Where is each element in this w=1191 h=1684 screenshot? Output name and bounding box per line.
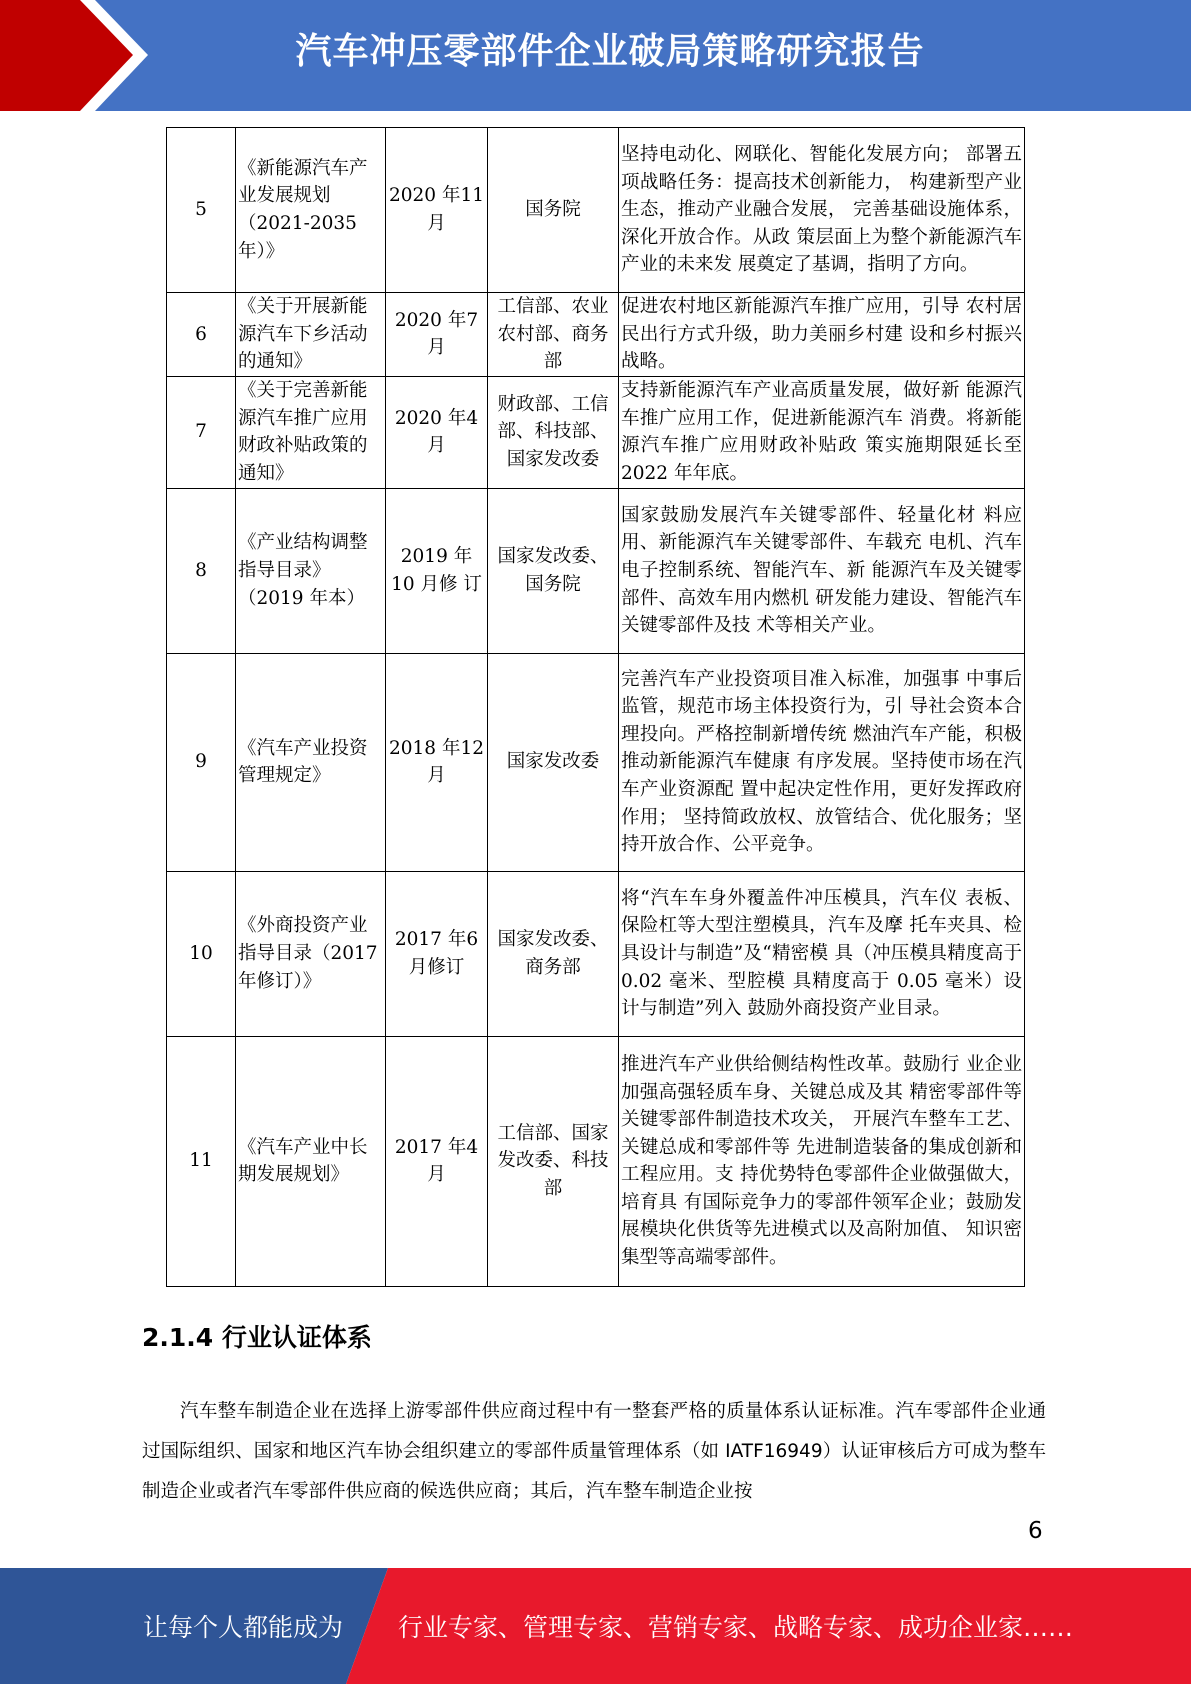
row-number: 11	[167, 1036, 236, 1286]
policy-content: 国家鼓励发展汽车关键零部件、轻量化材 料应用、新能源汽车关键零部件、车载充 电机、汽车电子控制系统、智能汽车、新 能源汽车及关键零部件、高效车用内燃机 研发能力建设、智能汽车关键零部件及技 术等相关产业。	[619, 488, 1025, 653]
table-row	[167, 293, 1025, 377]
table-row	[167, 376, 1025, 488]
issue-date: 2019 年 10 月修 订	[386, 488, 488, 653]
table-row	[167, 1036, 1025, 1286]
policy-document: 《产业结构调整指导目录》（2019 年本）	[236, 488, 386, 653]
page-header	[0, 0, 1191, 111]
policy-content: 完善汽车产业投资项目准入标准，加强事 中事后监管，规范市场主体投资行为，引 导社会资本合理投向。严格控制新增传统 燃油汽车产能，积极推动新能源汽车健康 有序发展。坚持使市场在汽车产业资源配 置中起决定性作用，更好发挥政府作用； 坚持简政放权、放管结合、优化服务；坚 持开放合作、公平竞争。	[619, 653, 1025, 871]
policy-document: 《汽车产业中长期发展规划》	[236, 1036, 386, 1286]
policy-content: 将“汽车车身外覆盖件冲压模具，汽车仪 表板、保险杠等大型注塑模具，汽车及摩 托车夹具、检具设计与制造”及“精密模 具（冲压模具精度高于 0.02 毫米、型腔模 具精度高于 0.05 毫米）设计与制造”列入 鼓励外商投资产业目录。	[619, 871, 1025, 1036]
header-chevron-decoration	[0, 0, 160, 111]
policy-content: 支持新能源汽车产业高质量发展，做好新 能源汽车推广应用工作，促进新能源汽车 消费。将新能源汽车推广应用财政补贴政 策实施期限延长至 2022 年年底。	[619, 376, 1025, 488]
issue-date: 2020 年7 月	[386, 293, 488, 377]
policy-document: 《新能源汽车产业发展规划（2021-2035年）》	[236, 128, 386, 293]
policy-content: 促进农村地区新能源汽车推广应用，引导 农村居民出行方式升级，助力美丽乡村建 设和乡村振兴战略。	[619, 293, 1025, 377]
policy-table	[166, 127, 1025, 1287]
row-number: 9	[167, 653, 236, 871]
issuing-authority: 财政部、工信部、科技部、国家发改委	[488, 376, 619, 488]
table-row	[167, 128, 1025, 293]
policy-document: 《关于开展新能源汽车下乡活动的通知》	[236, 293, 386, 377]
table-row	[167, 653, 1025, 871]
issuing-authority: 国家发改委、商务部	[488, 871, 619, 1036]
issuing-authority: 工信部、农业农村部、商务部	[488, 293, 619, 377]
issuing-authority: 国家发改委	[488, 653, 619, 871]
report-title: 汽车冲压零部件企业破局策略研究报告	[295, 31, 925, 72]
row-number: 5	[167, 128, 236, 293]
policy-document: 《关于完善新能源汽车推广应用财政补贴政策的通知》	[236, 376, 386, 488]
row-number: 7	[167, 376, 236, 488]
page-number: 6	[1028, 1518, 1043, 1544]
issue-date: 2020 年11 月	[386, 128, 488, 293]
body-paragraph: 汽车整车制造企业在选择上游零部件供应商过程中有一整套严格的质量体系认证标准。汽车零部件企业通过国际组织、国家和地区汽车协会组织建立的零部件质量管理体系（如 IATF16949）认证审核后方可成为整车制造企业或者汽车零部件供应商的候选供应商；其后，汽车整车制造企业按	[142, 1401, 1046, 1502]
footer-slogan-right: 行业专家、管理专家、营销专家、战略专家、成功企业家……	[398, 1613, 1074, 1642]
issue-date: 2020 年4 月	[386, 376, 488, 488]
table-row	[167, 871, 1025, 1036]
issue-date: 2017 年4 月	[386, 1036, 488, 1286]
policy-content: 坚持电动化、网联化、智能化发展方向； 部署五项战略任务：提高技术创新能力， 构建新型产业生态，推动产业融合发展， 完善基础设施体系，深化开放合作。从政 策层面上为整个新能源汽车产业的未来发 展奠定了基调，指明了方向。	[619, 128, 1025, 293]
table-row	[167, 488, 1025, 653]
row-number: 6	[167, 293, 236, 377]
policy-document: 《汽车产业投资管理规定》	[236, 653, 386, 871]
issuing-authority: 国务院	[488, 128, 619, 293]
footer-slogan-left: 让每个人都能成为	[143, 1613, 344, 1642]
issuing-authority: 国家发改委、国务院	[488, 488, 619, 653]
policy-document: 《外商投资产业指导目录（2017 年修订）》	[236, 871, 386, 1036]
issuing-authority: 工信部、国家发改委、科技部	[488, 1036, 619, 1286]
section-heading: 2.1.4 行业认证体系	[142, 1323, 372, 1352]
issue-date: 2017 年6 月修订	[386, 871, 488, 1036]
row-number: 10	[167, 871, 236, 1036]
row-number: 8	[167, 488, 236, 653]
policy-content: 推进汽车产业供给侧结构性改革。鼓励行 业企业加强高强轻质车身、关键总成及其 精密零部件等关键零部件制造技术攻关， 开展汽车整车工艺、关键总成和零部件等 先进制造装备的集成创新和工程应用。支 持优势特色零部件企业做强做大，培育具 有国际竞争力的零部件领军企业；鼓励发 展模块化供货等先进模式以及高附加值、 知识密集型等高端零部件。	[619, 1036, 1025, 1286]
issue-date: 2018 年12 月	[386, 653, 488, 871]
